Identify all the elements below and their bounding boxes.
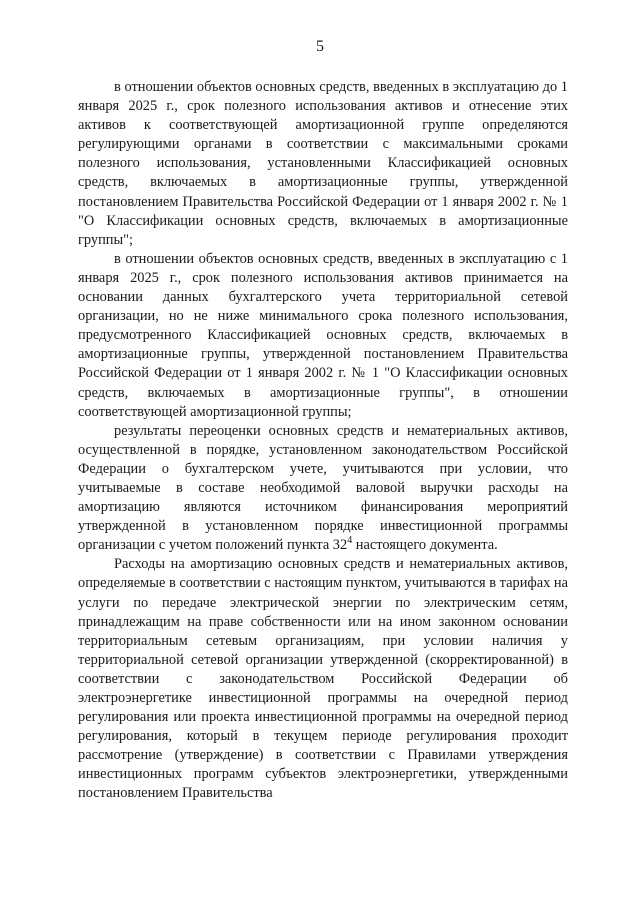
paragraph-3-superscript: 4 [347, 535, 353, 547]
page-number: 5 [316, 38, 324, 55]
paragraph-1: в отношении объектов основных средств, введенных в эксплуатацию до 1 января 2025 г., срок полезного использования активов и отнесение этих активов к соответствующей амортизационной группе определяются регулирующими органами в соответствии с максимальными сроками полезного использования, установленными Классификацией основных средств, включаемых в амортизационные группы, утвержденной постановлением Правительства Российской Федерации от 1 января 2002 г. № 1 "О Классификации основных средств, включаемых в амортизационные группы"; [78, 79, 568, 248]
paragraph-2: в отношении объектов основных средств, введенных в эксплуатацию с 1 января 2025 г., срок полезного использования активов принимается на основании данных бухгалтерского учета территориальной сетевой организации, но не ниже минимального срока полезного использования, предусмотренного Классификацией основных средств, включаемых в амортизационные группы, утвержденной постановлением Правительства Российской Федерации от 1 января 2002 г. № 1 "О Классификации основных средств, включаемых в амортизационные группы", в отношении соответствующей амортизационной группы; [78, 250, 568, 420]
paragraph-3 [78, 422, 568, 556]
paragraph-4: Расходы на амортизацию основных средств и нематериальных активов, определяемые в соответствии с настоящим пунктом, учитываются в тарифах на услуги по передаче электрической энергии по электрическим сетям, принадлежащим на праве собственности или на ином законном основании территориальным сетевым организациям, при условии наличия у территориальной сетевой организации утвержденной (скорректированной) в соответствии с законодательством Российской Федерации об электроэнергетике инвестиционной программы на очередной период регулирования или проекта инвестиционной программы на очередной период регулирования, который в текущем периоде регулирования проходит рассмотрение (утверждение) в соответствии с Правилами утверждения инвестиционных программ субъектов электроэнергетики, утвержденными постановлением Правительства [78, 556, 569, 802]
document-body [78, 78, 568, 804]
paragraph-3-text: результаты переоценки основных средств и нематериальных активов, осуществленной в порядке, установленном законодательством Российской Федерации о бухгалтерском учете, учитываются при условии, что учитываемые в составе необходимой валовой выручки расходы на амортизацию являются источником финансирования мероприятий утвержденной в установленном порядке инвестиционной программы организации с учетом положений пункта 32 [78, 422, 568, 554]
paragraph-3-text-end: настоящего документа. [352, 537, 498, 554]
